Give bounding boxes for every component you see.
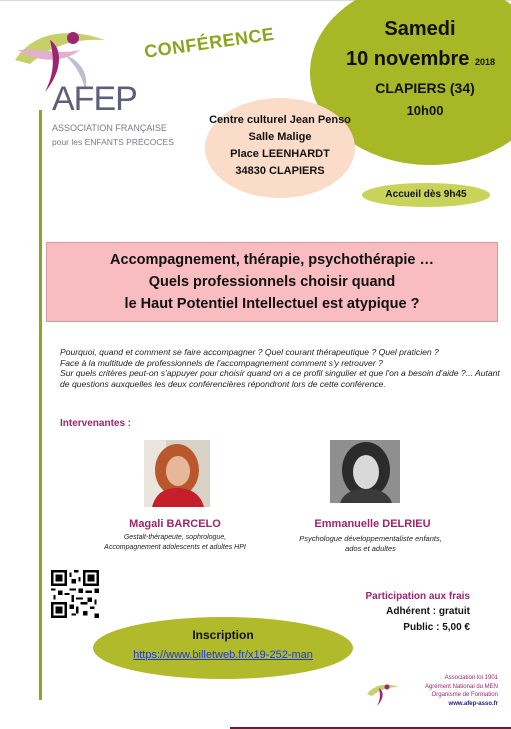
speaker-1-desc-line: Accompagnement adolescents et adultes HPI (104, 544, 246, 551)
speaker-2-desc-line: ados et adultes (345, 544, 396, 553)
title-line-3: le Haut Potentiel Intellectuel est atypique ? (124, 296, 420, 312)
inscription-link[interactable]: https://www.billetweb.fr/x19-252-man (133, 649, 313, 661)
speaker-2-name: Emmanuelle DELRIEU (314, 518, 431, 530)
speaker-1-description (70, 533, 280, 553)
intro-paragraph: Face à la multitude de professionnels de l'accompagnement comment s'y retrouver ? (60, 357, 383, 368)
speakers-heading: Intervenantes : (60, 418, 132, 429)
fees-title: Participation aux frais (365, 591, 470, 602)
conference-title (46, 249, 498, 315)
date-day: Samedi (384, 18, 456, 40)
speaker-1-name: Magali BARCELO (129, 518, 221, 530)
footer-line: Association loi 1901 (444, 675, 498, 681)
inscription-label: Inscription (192, 628, 254, 642)
footer-website[interactable]: www.afep-asso.fr (448, 700, 498, 707)
venue-address (205, 112, 355, 180)
footer-line: Agrément National du MEN (424, 683, 498, 690)
logo-subtitle-1: ASSOCIATION FRANÇAISE (52, 123, 167, 133)
qr-code-icon[interactable] (51, 570, 99, 618)
venue-line: Place LEENHARDT (230, 148, 330, 160)
intro-paragraph: Pourquoi, quand et comment se faire accompagner ? Quel courant thérapeutique ? Quel praticien ? (60, 347, 439, 357)
venue-line: Salle Malige (248, 131, 312, 143)
speaker-2-photo (330, 440, 400, 503)
inscription-blob (93, 617, 353, 679)
speaker-1-desc-line: Gestalt-thérapeute, sophrologue, (123, 534, 227, 541)
afep-mini-logo-icon (365, 680, 401, 708)
venue-line: Centre culturel Jean Penso (209, 114, 351, 126)
title-line-2: Quels professionnels choisir quand (148, 274, 396, 290)
date-place: CLAPIERS (34) (375, 80, 475, 96)
conference-label: CONFÉRENCE (143, 23, 276, 62)
footer-info (398, 674, 498, 708)
speaker-2-desc-line: Psychologue développementaliste enfants, (299, 534, 442, 543)
intro-paragraph: Sur quels critères peut-on s'appuyer pour choisir quand on a ce profil singulier et que l'on a besoin d'aide ?... Autant de questions auxquelles les deux conférencières répondront lors de cette conférence. (60, 368, 500, 389)
date-year: 2018 (474, 57, 495, 67)
accueil-badge: Accueil dès 9h45 (362, 183, 490, 207)
intro-text (60, 347, 500, 389)
date-day-month: 10 novembre (346, 48, 470, 70)
date-time: 10h00 (406, 103, 444, 118)
logo-subtitle-2: pour les ENFANTS PRÉCOCES (52, 137, 174, 147)
logo-title: AFEP (52, 80, 137, 118)
left-accent-bar (39, 110, 42, 700)
speaker-1-photo (144, 440, 210, 507)
footer-line: Organisme de Formation (431, 692, 498, 698)
venue-line: 34830 CLAPIERS (235, 165, 325, 177)
speaker-2-description (283, 534, 458, 554)
fees-member: Adhérent : gratuit (386, 606, 470, 617)
title-line-1: Accompagnement, thérapie, psychothérapie … (110, 252, 434, 268)
date-date (328, 48, 511, 71)
fees-public: Public : 5,00 € (403, 622, 470, 633)
